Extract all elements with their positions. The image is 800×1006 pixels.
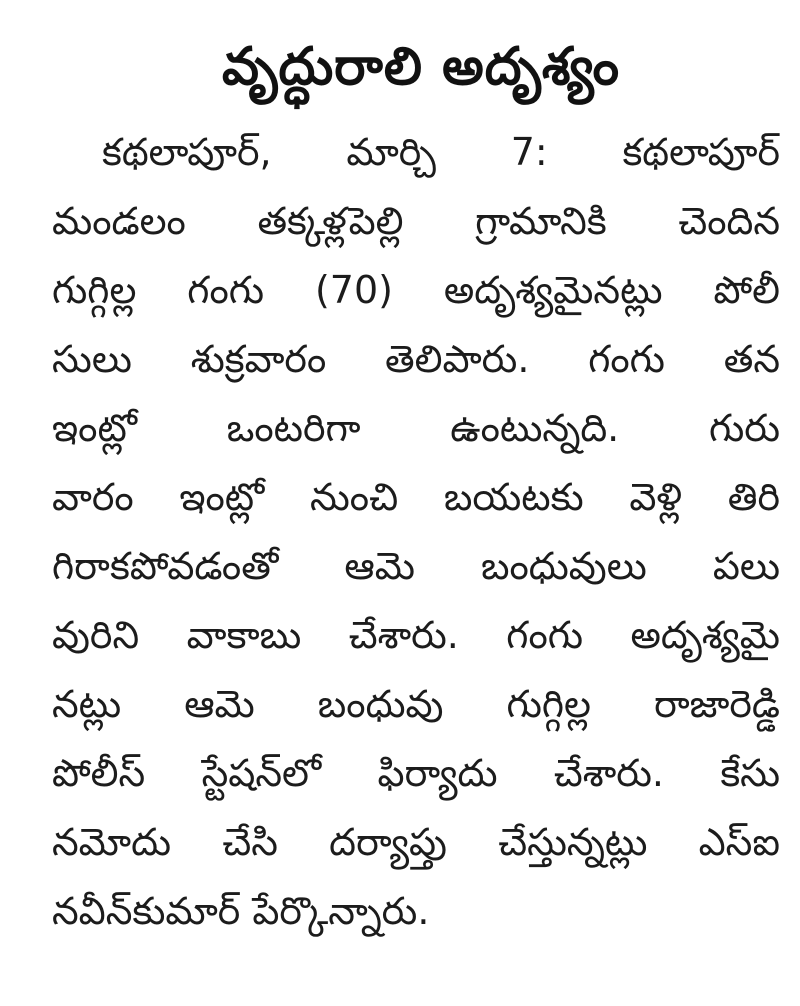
article-line: నవీన్‌కుమార్ పేర్కొన్నారు. [52,889,430,933]
article-body [52,118,780,946]
headline: వృద్ధురాలి అదృశ్యం [222,37,620,97]
article-line: కథలాపూర్, మార్చి 7: కథలాపూర్ [102,130,780,174]
article-line: వారం ఇంట్లో నుంచి బయటకు వెళ్లి తిరి [52,475,780,519]
article-line: సులు శుక్రవారం తెలిపారు. గంగు తన [52,337,780,381]
article-line: ఇంట్లో ఒంటరిగా ఉంటున్నది. గురు [52,406,780,450]
article-line: గుగ్గిల్ల గంగు (70) అదృశ్యమైనట్లు పోలీ [52,268,780,312]
article-line: నట్లు ఆమె బంధువు గుగ్గిల్ల రాజారెడ్డి [52,682,780,726]
article-line: వురిని వాకాబు చేశారు. గంగు అదృశ్యమై [52,613,780,657]
article-line: మండలం తక్కళ్లపెల్లి గ్రామానికి చెందిన [52,199,780,243]
article-line: పోలీస్ స్టేషన్‌లో ఫిర్యాదు చేశారు. కేసు [52,751,780,795]
article-line: నమోదు చేసి దర్యాప్తు చేస్తున్నట్లు ఎస్ఐ [52,820,780,864]
article-line: గిరాకపోవడంతో ఆమె బంధువులు పలు [52,544,780,588]
